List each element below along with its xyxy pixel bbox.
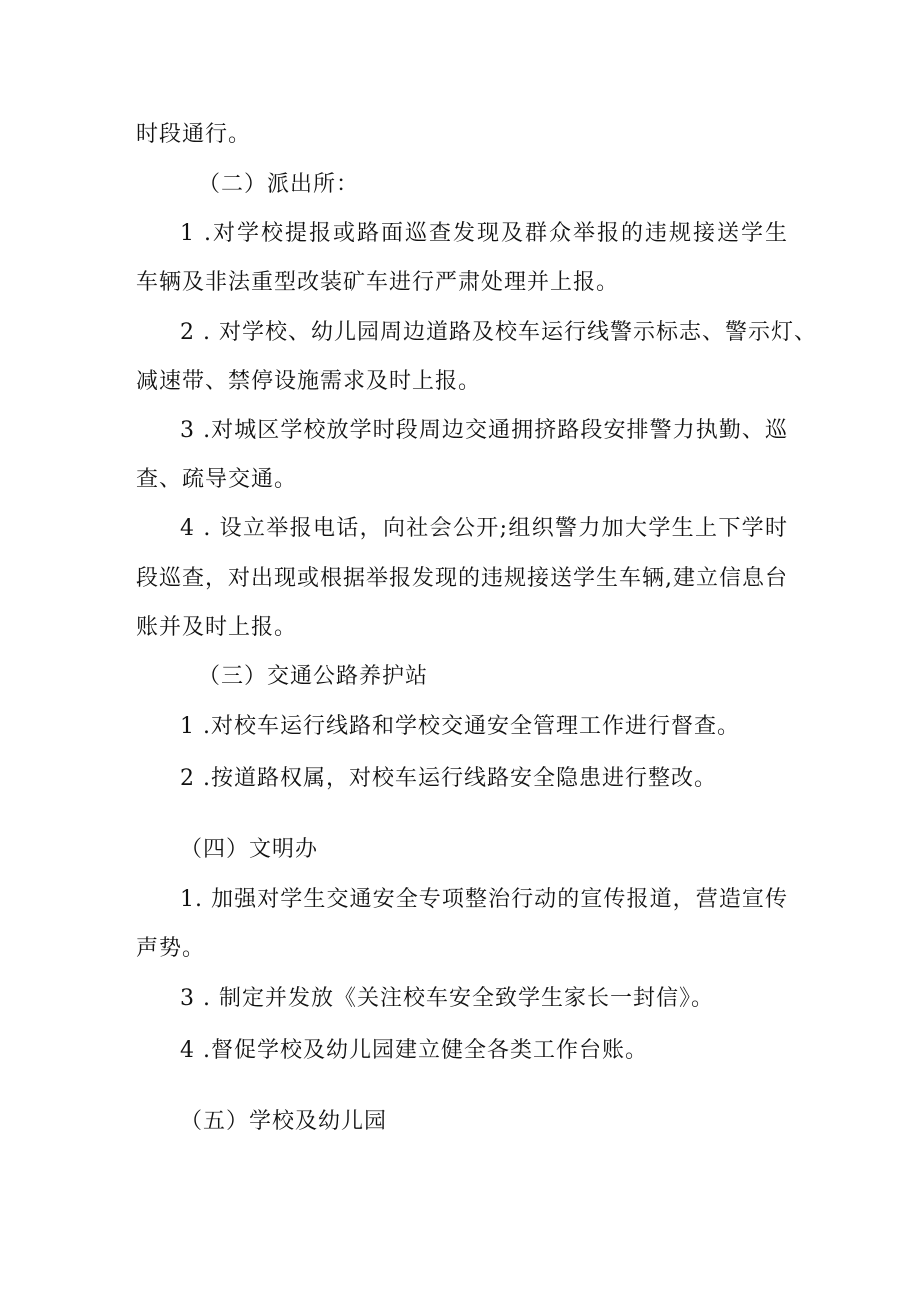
paragraph-line: 3 .对城区学校放学时段周边交通拥挤路段安排警力执勤、巡 bbox=[180, 418, 788, 443]
paragraph-line: 1 .对学校提报或路面巡查发现及群众举报的违规接送学生 bbox=[180, 221, 788, 246]
section-heading-police-station: （二）派出所： bbox=[198, 172, 360, 197]
paragraph-line: 1 .对校车运行线路和学校交通安全管理工作进行督查。 bbox=[180, 714, 740, 739]
paragraph-line: 1. 加强对学生交通安全专项整治行动的宣传报道，营造宣传 bbox=[180, 887, 788, 912]
paragraph-line: 账并及时上报。 bbox=[136, 615, 298, 640]
paragraph-line: 2 . 对学校、幼儿园周边道路及校车运行线警示标志、警示灯、 bbox=[180, 320, 817, 345]
section-heading-schools: （五）学校及幼儿园 bbox=[180, 1109, 388, 1134]
paragraph-line: 2 .按道路权属，对校车运行线路安全隐患进行整改。 bbox=[180, 766, 717, 791]
paragraph-line: 3 . 制定并发放《关注校车安全致学生家长一封信》。 bbox=[180, 986, 714, 1011]
section-heading-civilization-office: （四）文明办 bbox=[180, 837, 319, 862]
paragraph-line: 车辆及非法重型改装矿车进行严肃处理并上报。 bbox=[136, 270, 620, 295]
paragraph-line: 4 .督促学校及幼儿园建立健全各类工作台账。 bbox=[180, 1038, 648, 1063]
paragraph-line: 4 . 设立举报电话，向社会公开;组织警力加大学生上下学时 bbox=[180, 516, 788, 541]
text-line-continuation: 时段通行。 bbox=[136, 122, 252, 147]
paragraph-line: 查、疏导交通。 bbox=[136, 467, 298, 492]
paragraph-line: 声势。 bbox=[136, 936, 206, 961]
section-heading-road-maintenance: （三）交通公路养护站 bbox=[198, 664, 429, 689]
paragraph-line: 减速带、禁停设施需求及时上报。 bbox=[136, 369, 482, 394]
paragraph-line: 段巡查，对出现或根据举报发现的违规接送学生车辆,建立信息台 bbox=[136, 566, 788, 591]
